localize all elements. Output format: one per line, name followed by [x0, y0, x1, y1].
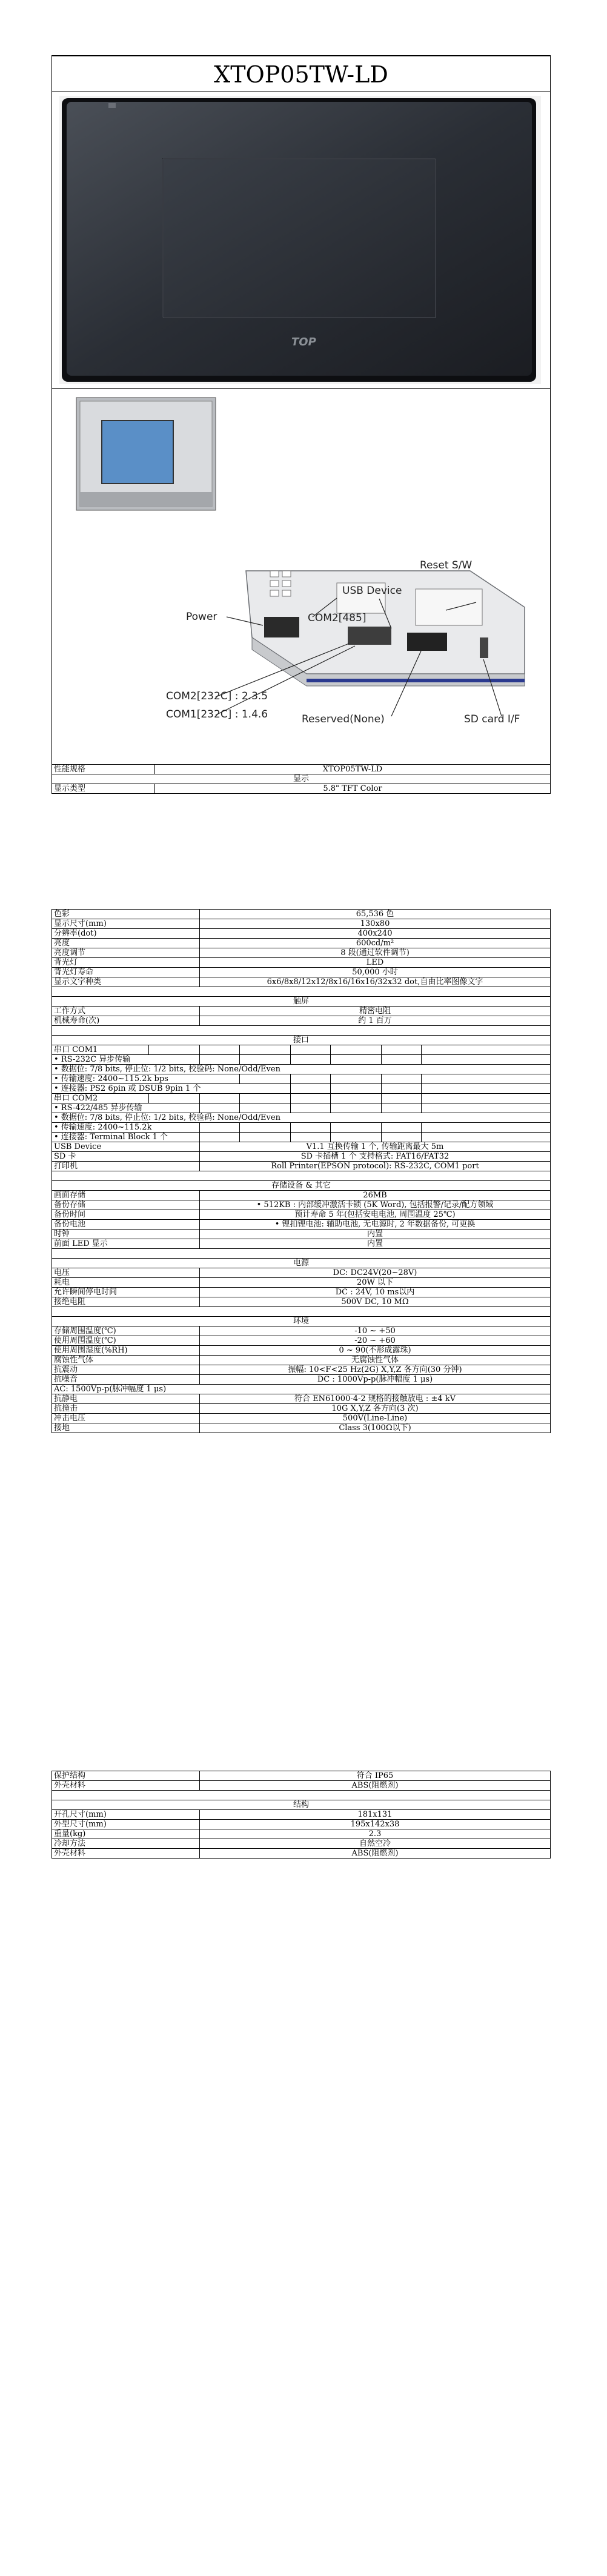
row-value: 130x80 — [200, 919, 551, 929]
row-value: 500V(Line-Line) — [200, 1414, 551, 1423]
row-label: 备份时间 — [52, 1210, 200, 1220]
row-label: 耗电 — [52, 1278, 200, 1288]
product-rear-photo — [51, 388, 551, 765]
row-value: 2.3 — [200, 1829, 551, 1839]
row-label: SD 卡 — [52, 1152, 200, 1162]
row-label: 电压 — [52, 1268, 200, 1278]
spacer-row — [52, 1171, 551, 1181]
row-label: 工作方式 — [52, 1007, 200, 1016]
row-label: 时钟 — [52, 1230, 200, 1239]
row-value: 8 段(通过软件调节) — [200, 948, 551, 958]
label-com1-232c: COM1[232C] : 1.4.6 — [166, 708, 268, 721]
row-value: 符合 EN61000-4-2 规格的接触放电 : ±4 kV — [200, 1394, 551, 1404]
row-value: 振幅: 10<F<25 Hz(2G) X,Y,Z 各方向(30 分钟) — [200, 1365, 551, 1375]
label-usb-device: USB Device — [342, 585, 402, 597]
hmi-rear-diagram — [52, 389, 550, 765]
com2-item: • 传输速度: 2400~115.2k — [52, 1123, 200, 1133]
row-label: 亮度调节 — [52, 948, 200, 958]
label-com2-485: COM2[485] — [308, 612, 367, 624]
com1-item: • RS-232C 异步传输 — [52, 1055, 200, 1065]
spec-table-structure — [51, 1771, 551, 1859]
spec-table-main — [51, 909, 551, 1433]
com1-label: 串口 COM1 — [52, 1045, 149, 1055]
row-label: 备份电池 — [52, 1220, 200, 1230]
row-value: 10G X,Y,Z 各方向(3 次) — [200, 1404, 551, 1414]
display-rows — [52, 910, 551, 1433]
label-com2-232c: COM2[232C] : 2.3.5 — [166, 690, 268, 702]
row-label: 备份存储 — [52, 1200, 200, 1210]
row-value: SD 卡插槽 1 个 支持格式: FAT16/FAT32 — [200, 1152, 551, 1162]
section-environment: 环境 — [52, 1317, 551, 1326]
ac-noise-row: AC: 1500Vp-p(脉冲幅度 1 μs) — [52, 1385, 551, 1394]
com1-item: • 连接器: PS2 6pin 或 DSUB 9pin 1 个 — [52, 1084, 291, 1094]
spacer-row — [52, 1249, 551, 1259]
row-label: 抗静电 — [52, 1394, 200, 1404]
row-value: 20W 以下 — [200, 1278, 551, 1288]
row-value: 500V DC, 10 MΩ — [200, 1297, 551, 1307]
row-value: 65,536 色 — [200, 910, 551, 919]
document-title: XTOP05TW-LD — [51, 55, 551, 93]
label-reserved: Reserved(None) — [302, 713, 385, 725]
row-value: • 512KB : 内部缓冲激活卡锁 (5K Word), 包括报警/记录/配方领域 — [200, 1200, 551, 1210]
row-value: 6x6/8x8/12x12/8x16/16x16/32x32 dot,自由比率图像文字 — [200, 977, 551, 987]
row-value: V1.1 互换传输 1 个, 传输距离最大 5m — [200, 1142, 551, 1152]
row-label: 允许瞬间停电时间 — [52, 1288, 200, 1297]
row-value: 符合 IP65 — [200, 1771, 551, 1781]
com2-label: 串口 COM2 — [52, 1094, 149, 1103]
label-reset-switch: Reset S/W — [420, 559, 473, 571]
row-label: 抗震动 — [52, 1365, 200, 1375]
row-label: 开孔尺寸(mm) — [52, 1810, 200, 1820]
row-label: 打印机 — [52, 1162, 200, 1171]
row-label: 背光灯 — [52, 958, 200, 968]
row-value: ABS(阻燃剂) — [200, 1849, 551, 1859]
section-storage: 存储设备 & 其它 — [52, 1181, 551, 1191]
com1-item: • 数据位: 7/8 bits, 停止位: 1/2 bits, 校验码: None/Odd/Even — [52, 1065, 551, 1074]
spacer-row — [52, 1026, 551, 1036]
model-value: XTOP05TW-LD — [155, 765, 551, 774]
section-display: 显示 — [52, 774, 551, 784]
row-label: 背光灯寿命 — [52, 968, 200, 977]
row-value: ABS(阻燃剂) — [200, 1781, 551, 1791]
spacer-row — [52, 1791, 551, 1800]
com2-item: • 数据位: 7/8 bits, 停止位: 1/2 bits, 校验码: None/Odd/Even — [52, 1113, 551, 1123]
section-structure: 结构 — [52, 1800, 551, 1810]
row-value: 精密电阻 — [200, 1007, 551, 1016]
row-value: DC : 24V, 10 ms以内 — [200, 1288, 551, 1297]
com1-item: • 传输速度: 2400~115.2k bps — [52, 1074, 240, 1084]
section-power: 电源 — [52, 1259, 551, 1268]
row-label: 前面 LED 显示 — [52, 1239, 200, 1249]
row-value: • 锂扣锂电池: 辅助电池, 无电源时, 2 年数据备份, 可更换 — [200, 1220, 551, 1230]
row-value: 自然空冷 — [200, 1839, 551, 1849]
row-label: 显示尺寸(mm) — [52, 919, 200, 929]
row-label: 外壳材料 — [52, 1849, 200, 1859]
row-value: 600cd/m² — [200, 939, 551, 948]
product-front-photo — [51, 92, 551, 389]
row-label: 外壳材料 — [52, 1781, 200, 1791]
row-label: 接绝电阻 — [52, 1297, 200, 1307]
label-sd-card: SD card I/F — [464, 713, 520, 725]
row-value: Class 3(100Ω以下) — [200, 1423, 551, 1433]
row-label: 重量(kg) — [52, 1829, 200, 1839]
spacer-row — [52, 987, 551, 997]
row-label: 机械寿命(次) — [52, 1016, 200, 1026]
row-value: 无腐蚀性气体 — [200, 1356, 551, 1365]
row-value: LED — [200, 958, 551, 968]
section-touch: 触屏 — [52, 997, 551, 1007]
bezel-logo: TOP — [291, 336, 316, 348]
section-interface: 接口 — [52, 1036, 551, 1045]
row-value: Roll Printer(EPSON protocol): RS-232C, COM1 port — [200, 1162, 551, 1171]
row-value: 181x131 — [200, 1810, 551, 1820]
row-label: 画面存储 — [52, 1191, 200, 1200]
row-label: 外型尺寸(mm) — [52, 1820, 200, 1829]
row-label: 抗撞击 — [52, 1404, 200, 1414]
row-value: 400x240 — [200, 929, 551, 939]
row-value: DC : 1000Vp-p(脉冲幅度 1 μs) — [200, 1375, 551, 1385]
row-label: 使用周围温度(℃) — [52, 1336, 200, 1346]
com2-item: • 连接器: Terminal Block 1 个 — [52, 1133, 200, 1142]
row-value: 195x142x38 — [200, 1820, 551, 1829]
model-label: 性能规格 — [52, 765, 155, 774]
row-value: DC: DC24V(20~28V) — [200, 1268, 551, 1278]
row-label: 接地 — [52, 1423, 200, 1433]
row-value: 预计寿命 5 年(包括安电电池, 周围温度 25℃) — [200, 1210, 551, 1220]
hmi-front-image — [52, 92, 550, 389]
row-label: 冷却方法 — [52, 1839, 200, 1849]
com2-item: • RS-422/485 异步传输 — [52, 1103, 200, 1113]
row-value: -10 ~ +50 — [200, 1326, 551, 1336]
row-label: 显示文字种类 — [52, 977, 200, 987]
spec-table-top — [51, 764, 551, 794]
display-type-value: 5.8" TFT Color — [155, 784, 551, 794]
row-label: 腐蚀性气体 — [52, 1356, 200, 1365]
row-label: 分辨率(dot) — [52, 929, 200, 939]
row-label: USB Device — [52, 1142, 200, 1152]
spacer-row — [52, 1307, 551, 1317]
display-type-label: 显示类型 — [52, 784, 155, 794]
row-value: -20 ~ +60 — [200, 1336, 551, 1346]
row-label: 冲击电压 — [52, 1414, 200, 1423]
row-label: 保护结构 — [52, 1771, 200, 1781]
label-power: Power — [186, 611, 217, 623]
row-label: 色彩 — [52, 910, 200, 919]
row-label: 亮度 — [52, 939, 200, 948]
row-label: 存储周围温度(℃) — [52, 1326, 200, 1336]
row-value: 内置 — [200, 1239, 551, 1249]
row-value: 50,000 小时 — [200, 968, 551, 977]
row-value: 0 ~ 90(不形成露珠) — [200, 1346, 551, 1356]
row-value: 26MB — [200, 1191, 551, 1200]
row-label: 使用周围湿度(%RH) — [52, 1346, 200, 1356]
row-value: 约 1 百万 — [200, 1016, 551, 1026]
row-value: 内置 — [200, 1230, 551, 1239]
row-label: 抗噪音 — [52, 1375, 200, 1385]
